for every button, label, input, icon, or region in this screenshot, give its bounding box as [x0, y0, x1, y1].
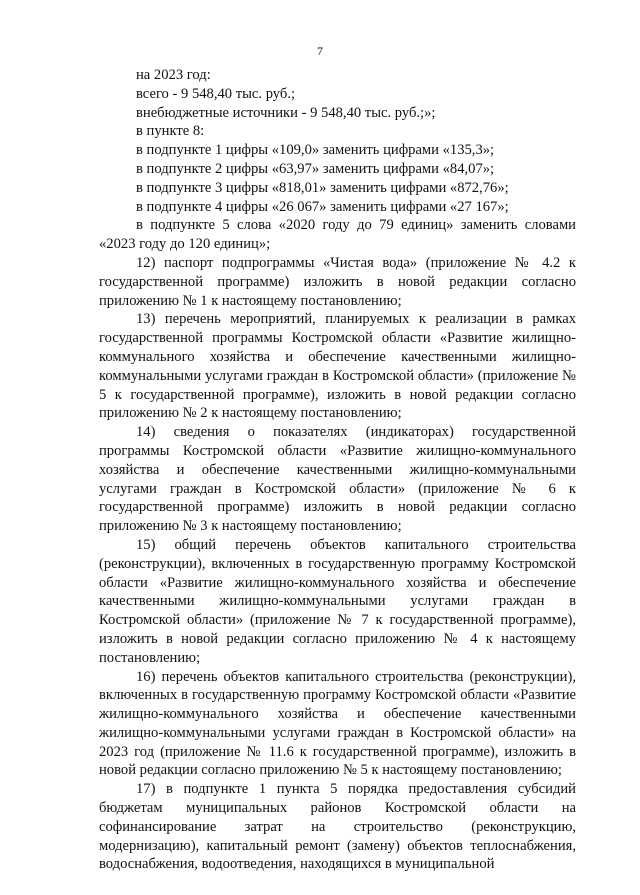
- text-line: всего - 9 548,40 тыс. руб.;: [136, 85, 296, 102]
- text-line: на 2023 год:: [136, 67, 211, 83]
- paragraph-14: 14) сведения о показателях (индикаторах) государственной программы Костромской области «Развитие жилищно-коммунального хозяйства и обеспечение качественными жилищно-коммунальными услугами граждан в Костромской области» (приложение № 6 к государственной программе) изложить в новой редакции согласно приложению № 3 к настоящему постановлению;: [99, 424, 576, 535]
- paragraph-17: 17) в подпункте 1 пункта 5 порядка предоставления субсидий бюджетам муниципальных районов Костромской области на софинансирование затрат на строительство (реконструкцию, модернизацию), капитальный ремонт (замену) объектов теплоснабжения, водоснабжения, водоотведения, находящихся в муниципальной: [99, 781, 576, 873]
- text-line: в подпункте 2 цифры «63,97» заменить цифрами «84,07»;: [136, 160, 495, 177]
- paragraph-16: 16) перечень объектов капитального строительства (реконструкции), включенных в государственную программу Костромской области «Развитие жилищно-коммунального хозяйства и обеспечение качественными жилищно-коммунальными услугами граждан в Костромской области» на 2023 год (приложение № 11.6 к государственной программе), изложить в новой редакции согласно приложению № 5 к настоящему постановлению;: [99, 668, 576, 779]
- text-line: в пункте 8:: [136, 123, 205, 140]
- paragraph-15: 15) общий перечень объектов капитального строительства (реконструкции), включенных в государственную программу Костромской области «Развитие жилищно-коммунального хозяйства и обеспечение качественными жилищно-коммунальными услугами граждан в Костромской области» (приложение № 7 к государственной программе), изложить в новой редакции согласно приложению № 4 к настоящему постановлению;: [99, 536, 576, 666]
- text-line: внебюджетные источники - 9 548,40 тыс. руб.;»;: [136, 104, 436, 121]
- text-line: в подпункте 3 цифры «818,01» заменить цифрами «872,76»;: [136, 179, 509, 196]
- paragraph-12: 12) паспорт подпрограммы «Чистая вода» (приложение № 4.2 к государственной программе) изложить в новой редакции согласно приложению № 1 к настоящему постановлению;: [99, 254, 576, 309]
- text-line: в подпункте 4 цифры «26 067» заменить цифрами «27 167»;: [136, 198, 509, 215]
- paragraph-13: 13) перечень мероприятий, планируемых к реализации в рамках государственной программы Костромской области «Развитие жилищно-коммунального хозяйства и обеспечение качественными жилищно-коммунальными услугами граждан в Костромской области» (приложение № 5 к государственной программе), изложить в новой редакции согласно приложению № 2 к настоящему постановлению;: [99, 311, 576, 422]
- page-number: 7: [317, 44, 323, 58]
- document-body: [99, 66, 576, 874]
- text-line: в подпункте 1 цифры «109,0» заменить цифрами «135,3»;: [136, 142, 495, 159]
- paragraph-item-5-words: в подпункте 5 слова «2020 году до 79 единиц» заменить словами «2023 году до 120 единиц»;: [99, 217, 576, 253]
